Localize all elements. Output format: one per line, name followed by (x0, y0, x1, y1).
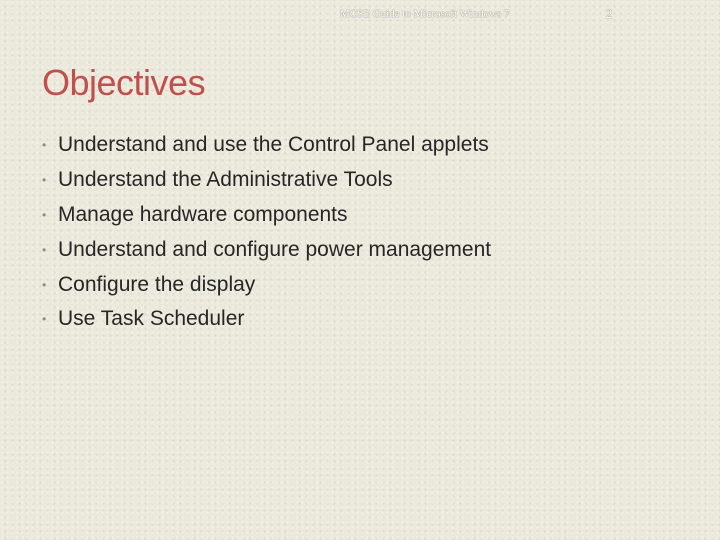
bullet-text: Manage hardware components (58, 202, 348, 226)
bullet-text: Use Task Scheduler (58, 307, 245, 331)
bullet-icon: • (42, 242, 47, 257)
bullet-icon: • (42, 312, 47, 327)
bullet-item (42, 198, 491, 233)
bullet-item (42, 128, 491, 163)
bullet-item (42, 267, 491, 302)
bullet-text: Configure the display (58, 272, 256, 296)
bullet-item (42, 302, 491, 337)
bullet-icon: • (42, 277, 47, 292)
slide-title: Objectives (42, 62, 206, 103)
page-number: 2 (606, 6, 613, 21)
running-header: MCSE Guide to Microsoft Windows 7 (340, 8, 510, 20)
bullet-icon: • (42, 207, 47, 222)
bullet-icon: • (42, 138, 47, 153)
bullet-icon: • (42, 173, 47, 188)
bullet-item (42, 232, 491, 267)
bullet-item (42, 163, 491, 198)
bullet-text: Understand the Administrative Tools (58, 168, 393, 192)
bullet-list (42, 128, 491, 337)
bullet-text: Understand and use the Control Panel applets (58, 133, 489, 157)
bullet-text: Understand and configure power management (58, 237, 492, 261)
